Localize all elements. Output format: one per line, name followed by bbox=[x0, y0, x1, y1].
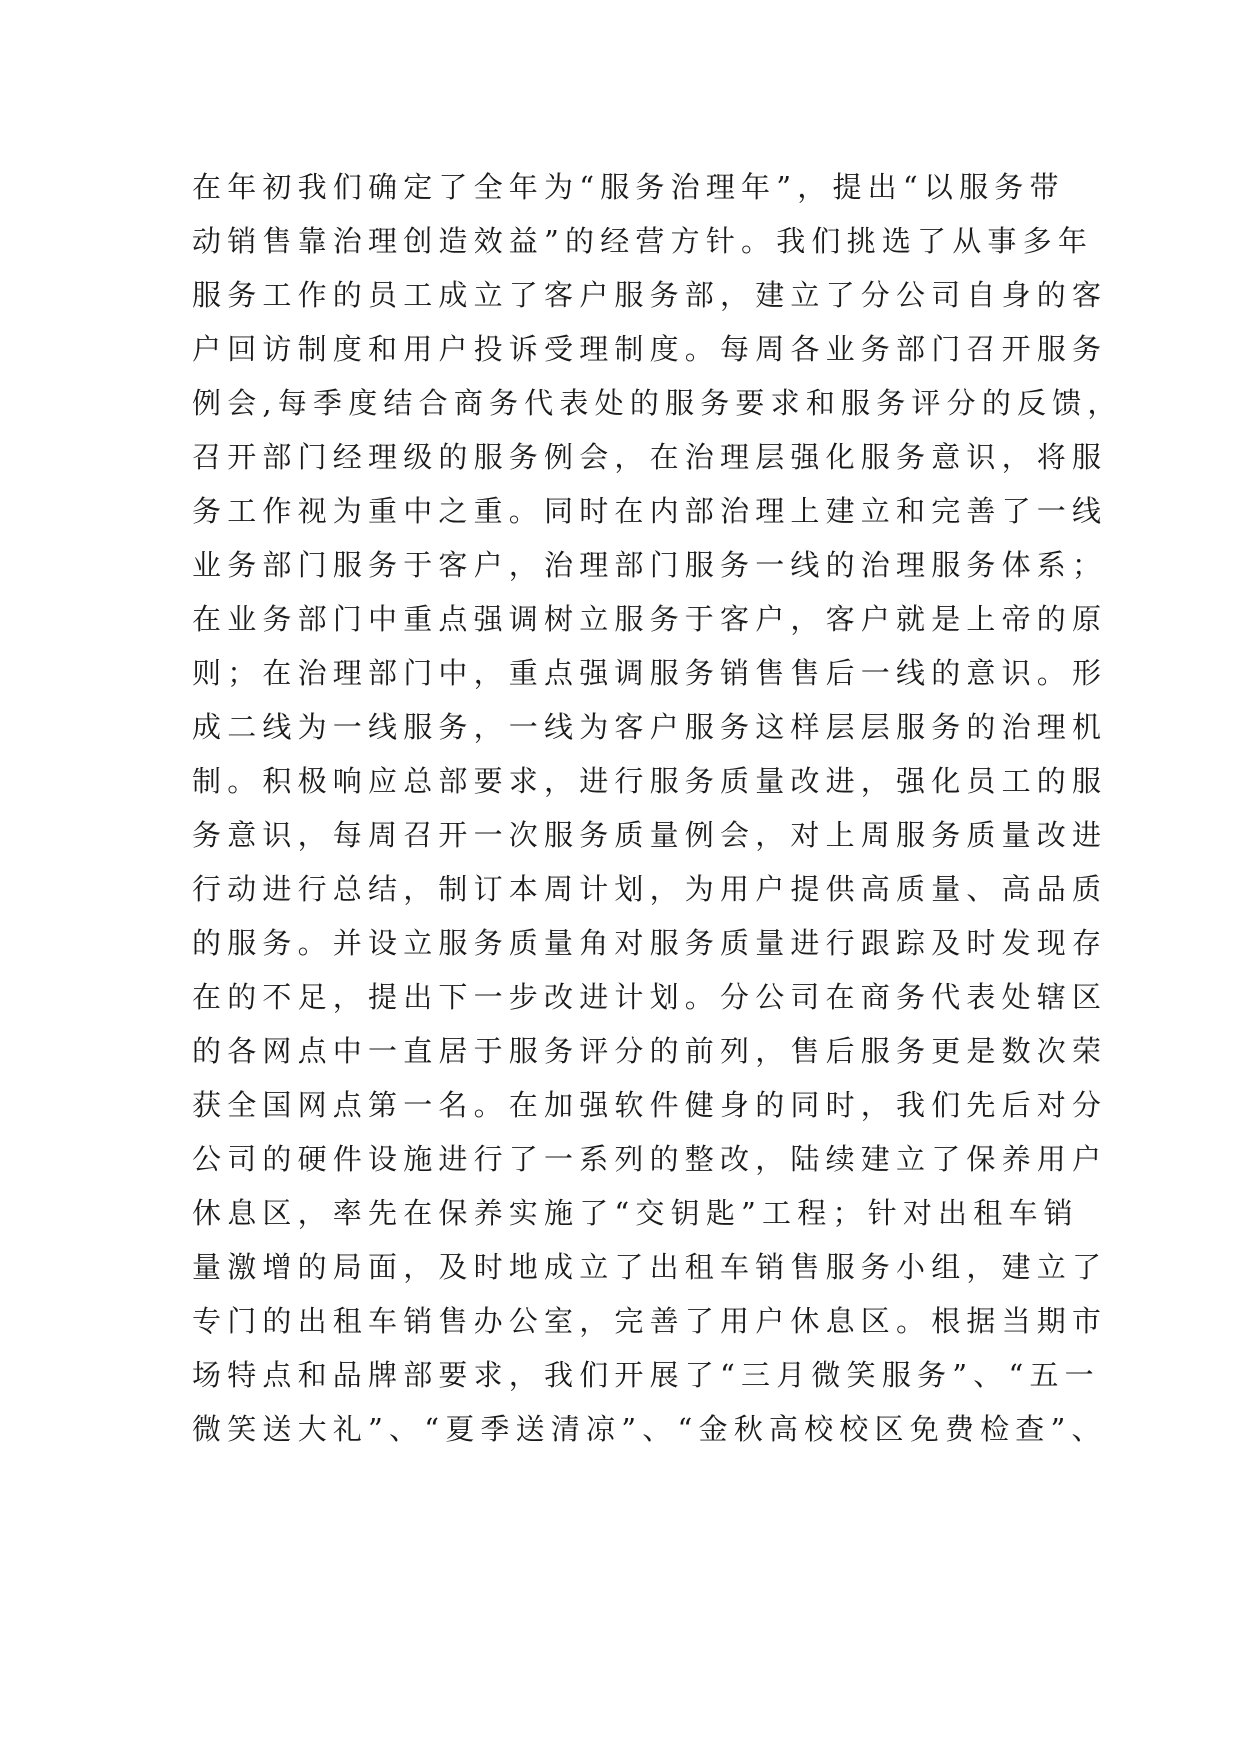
text-line: 在的不足，提出下一步改进计划。分公司在商务代表处辖区 bbox=[192, 980, 1108, 1014]
text-line: 例会,每季度结合商务代表处的服务要求和服务评分的反馈， bbox=[192, 386, 1123, 420]
text-line: 则；在治理部门中，重点强调服务销售售后一线的意识。形 bbox=[192, 656, 1108, 690]
text-line: 在业务部门中重点强调树立服务于客户，客户就是上帝的原 bbox=[192, 602, 1108, 636]
text-line: 的各网点中一直居于服务评分的前列，售后服务更是数次荣 bbox=[192, 1034, 1108, 1068]
text-line: 量激增的局面，及时地成立了出租车销售服务小组，建立了 bbox=[192, 1250, 1108, 1284]
text-line: 专门的出租车销售办公室，完善了用户休息区。根据当期市 bbox=[192, 1304, 1108, 1338]
text-line: 动销售靠治理创造效益”的经营方针。我们挑选了从事多年 bbox=[192, 224, 1094, 258]
text-line: 的服务。并设立服务质量角对服务质量进行跟踪及时发现存 bbox=[192, 926, 1108, 960]
body-text bbox=[192, 160, 1123, 1456]
text-line: 获全国网点第一名。在加强软件健身的同时，我们先后对分 bbox=[192, 1088, 1108, 1122]
text-line: 成二线为一线服务，一线为客户服务这样层层服务的治理机 bbox=[192, 710, 1108, 744]
text-line: 户回访制度和用户投诉受理制度。每周各业务部门召开服务 bbox=[192, 332, 1108, 366]
text-line: 公司的硬件设施进行了一系列的整改，陆续建立了保养用户 bbox=[192, 1142, 1108, 1176]
text-line: 业务部门服务于客户，治理部门服务一线的治理服务体系； bbox=[192, 548, 1108, 582]
text-line: 召开部门经理级的服务例会，在治理层强化服务意识，将服 bbox=[192, 440, 1108, 474]
text-line: 场特点和品牌部要求，我们开展了“三月微笑服务”、“五一 bbox=[192, 1358, 1100, 1392]
text-line: 行动进行总结，制订本周计划，为用户提供高质量、高品质 bbox=[192, 872, 1108, 906]
text-line: 微笑送大礼”、“夏季送清凉”、“金秋高校校区免费检查”、 bbox=[192, 1412, 1107, 1446]
text-line: 在年初我们确定了全年为“服务治理年”，提出“以服务带 bbox=[192, 170, 1065, 204]
text-line: 制。积极响应总部要求，进行服务质量改进，强化员工的服 bbox=[192, 764, 1108, 798]
text-line: 务意识，每周召开一次服务质量例会，对上周服务质量改进 bbox=[192, 818, 1108, 852]
text-line: 务工作视为重中之重。同时在内部治理上建立和完善了一线 bbox=[192, 494, 1108, 528]
text-line: 服务工作的员工成立了客户服务部，建立了分公司自身的客 bbox=[192, 278, 1108, 312]
text-line: 休息区，率先在保养实施了“交钥匙”工程；针对出租车销 bbox=[192, 1196, 1079, 1230]
